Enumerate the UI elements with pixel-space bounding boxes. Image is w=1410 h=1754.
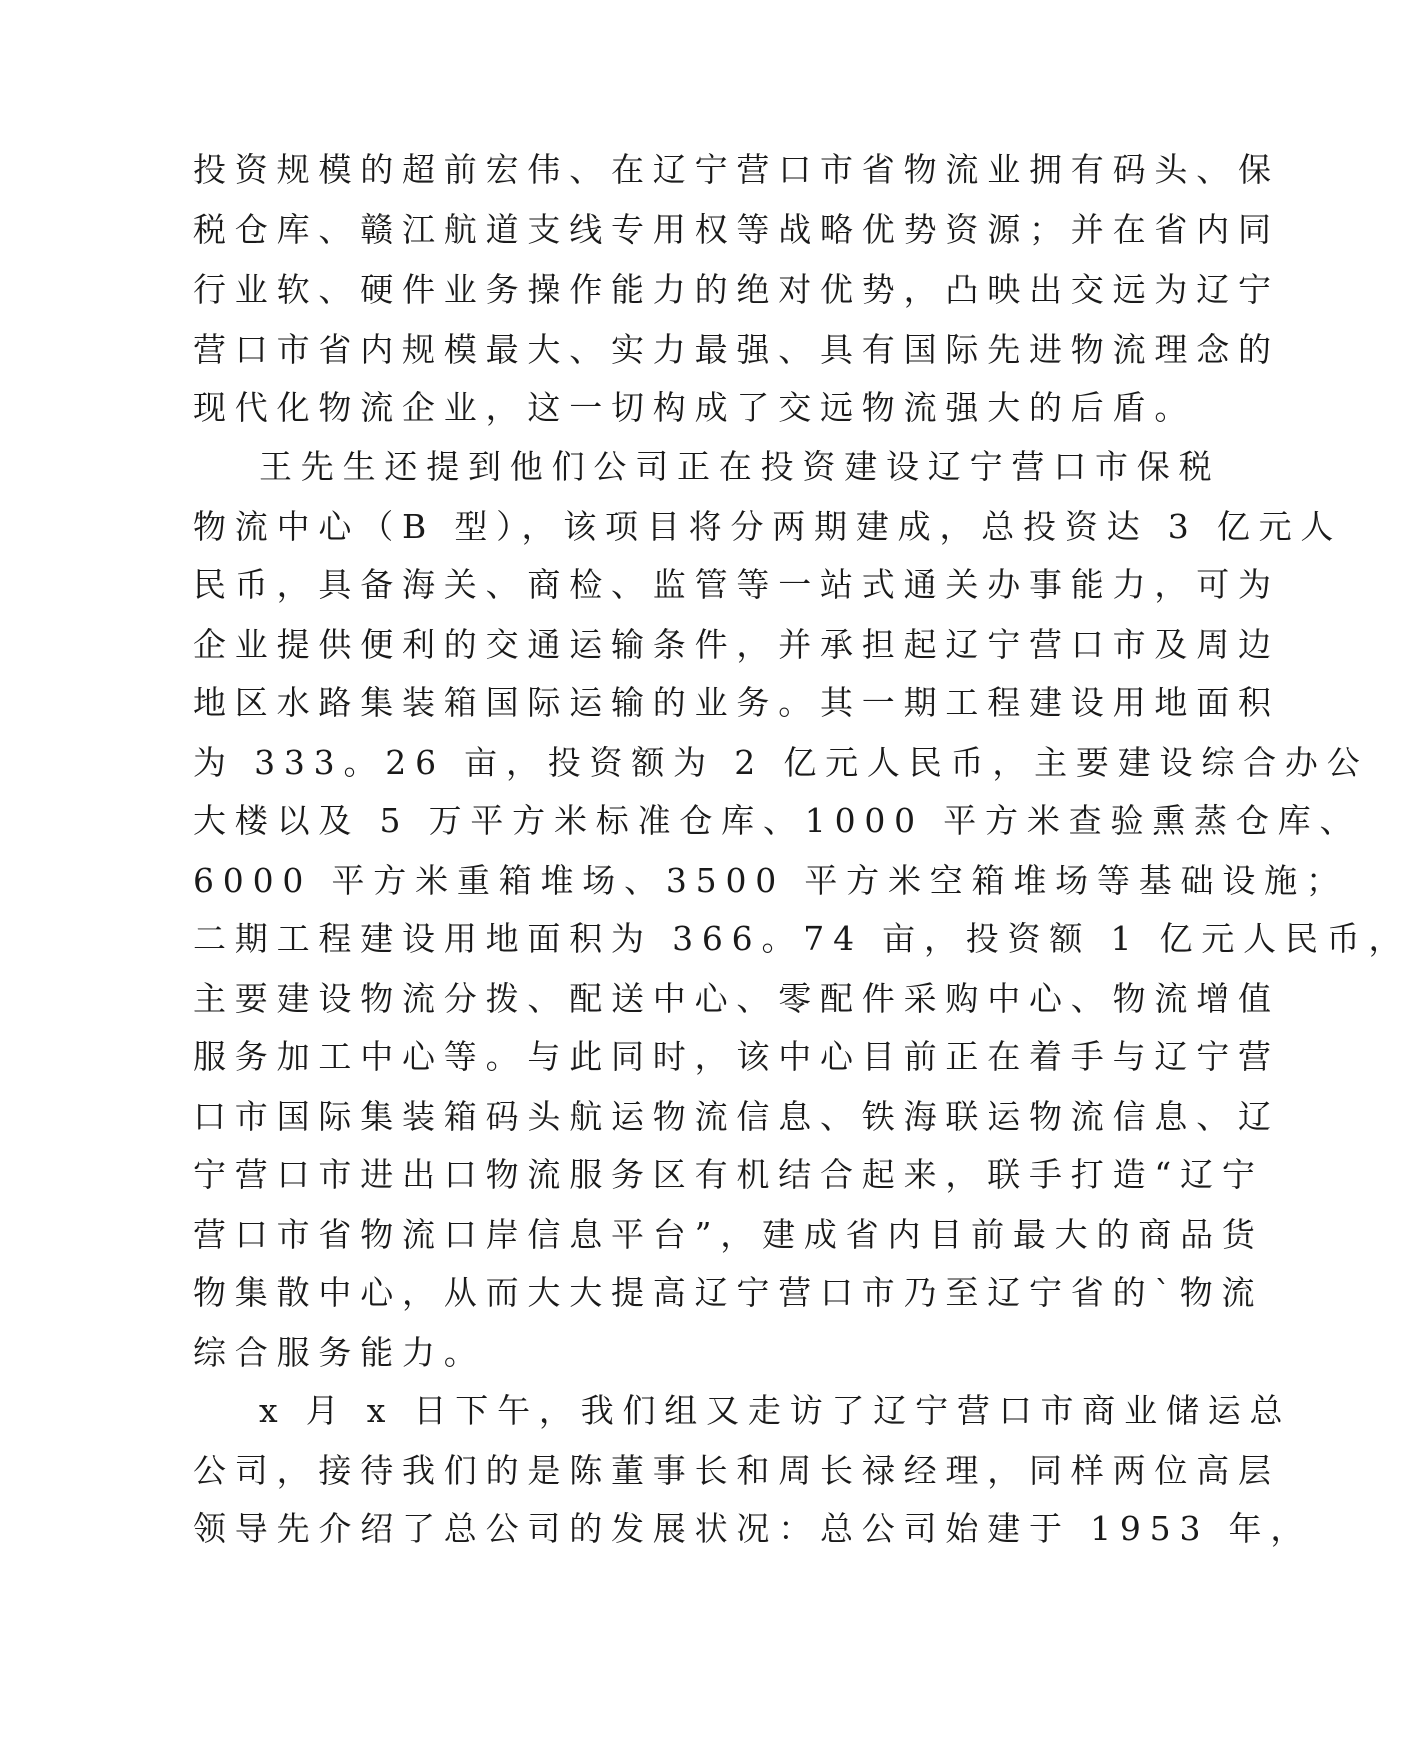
text-line: 宁营口市进出口物流服务区有机结合起来，联手打造“辽宁	[193, 1155, 1264, 1194]
text-line: 营口市省内规模最大、实力最强、具有国际先进物流理念的	[193, 330, 1280, 369]
text-line: 企业提供便利的交通运输条件，并承担起辽宁营口市及周边	[193, 625, 1280, 664]
text-line: 现代化物流企业，这一切构成了交远物流强大的后盾。	[193, 388, 1197, 427]
text-line: 营口市省物流口岸信息平台”，建成省内目前最大的商品货	[193, 1215, 1264, 1254]
text-line: 口市国际集装箱码头航运物流信息、铁海联运物流信息、辽	[193, 1097, 1280, 1136]
text-line: 民币，具备海关、商检、监管等一站式通关办事能力，可为	[193, 565, 1280, 604]
text-line: 二期工程建设用地面积为 366。74 亩，投资额 1 亿元人民币，	[193, 919, 1410, 958]
text-line: 投资规模的超前宏伟、在辽宁营口市省物流业拥有码头、保	[193, 150, 1280, 189]
paragraph-start-line: x 月 x 日下午，我们组又走访了辽宁营口市商业储运总	[259, 1391, 1292, 1430]
text-line: 服务加工中心等。与此同时，该中心目前正在着手与辽宁营	[193, 1037, 1280, 1076]
text-line: 综合服务能力。	[193, 1333, 486, 1372]
text-line: 物集散中心，从而大大提高辽宁营口市乃至辽宁省的`物流	[193, 1273, 1264, 1312]
text-line: 为 333。26 亩，投资额为 2 亿元人民币，主要建设综合办公	[193, 743, 1369, 782]
text-line: 地区水路集装箱国际运输的业务。其一期工程建设用地面积	[193, 683, 1280, 722]
text-line: 物流中心（B 型），该项目将分两期建成，总投资达 3 亿元人	[193, 507, 1343, 546]
text-line: 行业软、硬件业务操作能力的绝对优势，凸映出交远为辽宁	[193, 270, 1280, 309]
paragraph-start-line: 王先生还提到他们公司正在投资建设辽宁营口市保税	[259, 447, 1221, 486]
text-line: 领导先介绍了总公司的发展状况：总公司始建于 1953 年，	[193, 1509, 1313, 1548]
text-line: 税仓库、赣江航道支线专用权等战略优势资源；并在省内同	[193, 210, 1280, 249]
text-line: 主要建设物流分拨、配送中心、零配件采购中心、物流增值	[193, 979, 1280, 1018]
text-line: 6000 平方米重箱堆场、3500 平方米空箱堆场等基础设施；	[193, 861, 1348, 900]
text-line: 大楼以及 5 万平方米标准仓库、1000 平方米查验熏蒸仓库、	[193, 801, 1362, 840]
text-line: 公司，接待我们的是陈董事长和周长禄经理，同样两位高层	[193, 1451, 1280, 1490]
